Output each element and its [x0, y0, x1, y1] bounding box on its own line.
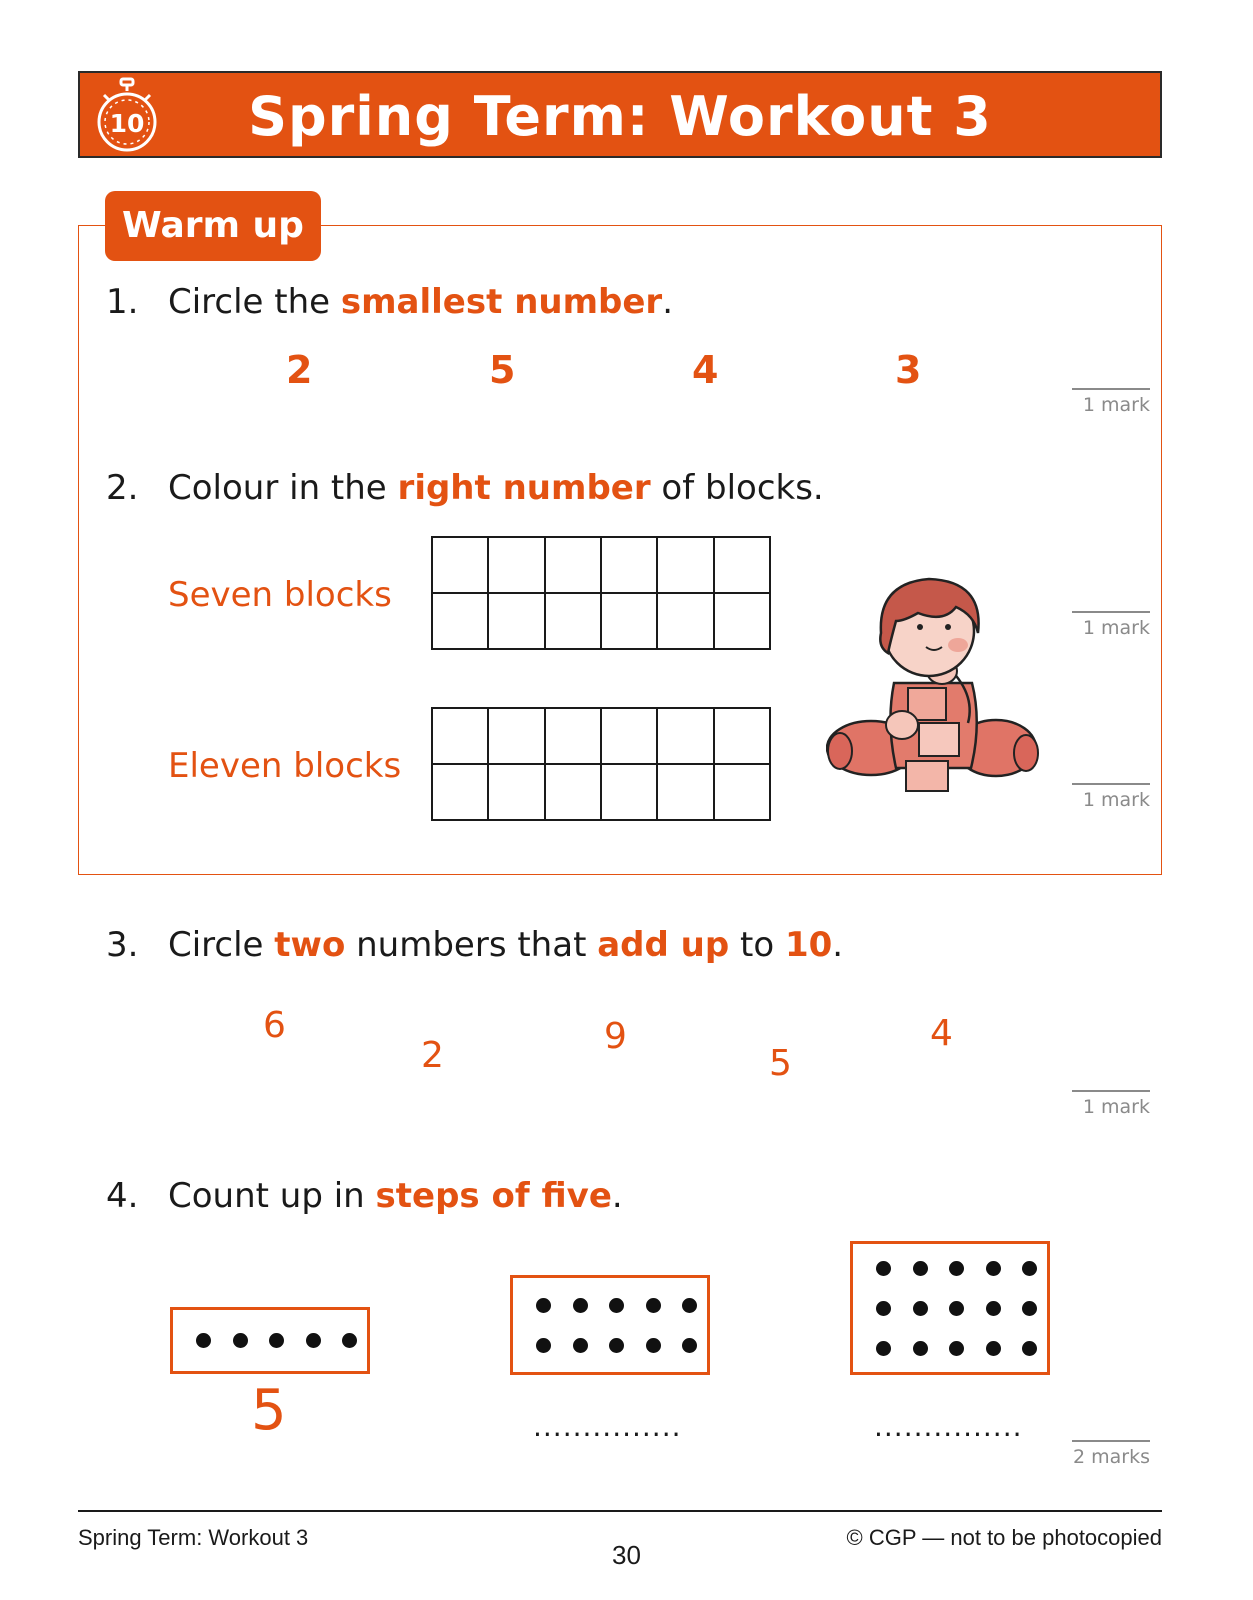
dot: [913, 1341, 928, 1356]
block-cell[interactable]: [601, 708, 657, 764]
dot: [342, 1333, 357, 1348]
footer-title: Spring Term: Workout 3: [78, 1525, 309, 1550]
dot: [609, 1298, 624, 1313]
q1-option[interactable]: 4: [692, 348, 719, 392]
seven-blocks-grid[interactable]: [431, 536, 771, 650]
dot: [913, 1301, 928, 1316]
block-cell[interactable]: [714, 764, 770, 820]
question-1: 1. Circle the smallest number.: [106, 282, 674, 322]
highlight-text: smallest number: [340, 282, 663, 322]
marks-label: 1 mark: [1072, 611, 1150, 639]
page-number: 30: [612, 1540, 641, 1570]
dot: [986, 1341, 1001, 1356]
question-4: 4. Count up in steps of five.: [106, 1176, 623, 1216]
dot-group-10: [510, 1275, 710, 1375]
q3-option[interactable]: 4: [930, 1013, 953, 1054]
block-cell[interactable]: [714, 708, 770, 764]
question-2: 2. Colour in the right number of blocks.: [106, 468, 824, 508]
block-cell[interactable]: [432, 764, 488, 820]
header-banner: [78, 71, 1162, 158]
dot: [682, 1338, 697, 1353]
question-number: 2.: [106, 468, 139, 508]
dot: [536, 1338, 551, 1353]
q1-option[interactable]: 5: [489, 348, 516, 392]
page-title: Spring Term: Workout 3: [248, 85, 992, 148]
dot: [233, 1333, 248, 1348]
block-cell[interactable]: [545, 708, 601, 764]
block-cell[interactable]: [601, 593, 657, 649]
block-cell[interactable]: [488, 764, 544, 820]
block-cell[interactable]: [714, 593, 770, 649]
child-with-blocks-illustration: [826, 573, 1040, 795]
dot: [876, 1341, 891, 1356]
highlight-text: 10: [784, 925, 833, 965]
block-cell[interactable]: [545, 537, 601, 593]
eleven-blocks-label: Eleven blocks: [168, 746, 402, 786]
dot: [306, 1333, 321, 1348]
marks-label: 1 mark: [1072, 388, 1150, 416]
dot: [646, 1338, 661, 1353]
dot: [573, 1338, 588, 1353]
block-cell[interactable]: [432, 708, 488, 764]
question-3: 3. Circle two numbers that add up to 10.: [106, 925, 844, 965]
dot: [949, 1341, 964, 1356]
q3-option[interactable]: 6: [263, 1005, 286, 1046]
q3-option[interactable]: 2: [421, 1035, 444, 1076]
dot: [196, 1333, 211, 1348]
block-cell[interactable]: [545, 764, 601, 820]
block-cell[interactable]: [432, 593, 488, 649]
dot: [269, 1333, 284, 1348]
dot-group-15: [850, 1241, 1050, 1375]
block-cell[interactable]: [601, 537, 657, 593]
block-cell[interactable]: [714, 537, 770, 593]
marks-label: 1 mark: [1072, 783, 1150, 811]
highlight-text: steps of five: [375, 1176, 612, 1216]
dot: [986, 1301, 1001, 1316]
dot: [682, 1298, 697, 1313]
answer-value: 5: [251, 1378, 287, 1443]
dot: [1022, 1301, 1037, 1316]
block-cell[interactable]: [488, 593, 544, 649]
highlight-text: add up: [597, 925, 730, 965]
seven-blocks-label: Seven blocks: [168, 575, 392, 615]
timer-minutes: 10: [109, 109, 145, 138]
footer-divider: [78, 1510, 1162, 1512]
dot: [609, 1338, 624, 1353]
dot: [1022, 1261, 1037, 1276]
eleven-blocks-grid[interactable]: [431, 707, 771, 821]
dot: [949, 1301, 964, 1316]
dot: [536, 1298, 551, 1313]
answer-blank[interactable]: ...............: [874, 1410, 1023, 1443]
block-cell[interactable]: [488, 537, 544, 593]
question-number: 4.: [106, 1176, 139, 1216]
q3-option[interactable]: 9: [604, 1016, 627, 1057]
dot: [1022, 1341, 1037, 1356]
dot: [646, 1298, 661, 1313]
block-cell[interactable]: [545, 593, 601, 649]
block-cell[interactable]: [657, 537, 713, 593]
copyright-notice: © CGP — not to be photocopied: [846, 1525, 1162, 1550]
dot: [986, 1261, 1001, 1276]
dot: [876, 1261, 891, 1276]
marks-label: 2 marks: [1072, 1440, 1150, 1468]
dot: [913, 1261, 928, 1276]
answer-blank[interactable]: ...............: [533, 1410, 682, 1443]
block-cell[interactable]: [657, 708, 713, 764]
highlight-text: two: [274, 925, 346, 965]
block-cell[interactable]: [657, 764, 713, 820]
q1-option[interactable]: 2: [286, 348, 313, 392]
marks-label: 1 mark: [1072, 1090, 1150, 1118]
warm-up-label: Warm up: [105, 191, 321, 261]
dot: [949, 1261, 964, 1276]
question-number: 3.: [106, 925, 139, 965]
block-cell[interactable]: [488, 708, 544, 764]
block-cell[interactable]: [432, 537, 488, 593]
question-number: 1.: [106, 282, 139, 322]
block-cell[interactable]: [601, 764, 657, 820]
q1-option[interactable]: 3: [895, 348, 922, 392]
dot: [573, 1298, 588, 1313]
q3-option[interactable]: 5: [769, 1043, 792, 1084]
highlight-text: right number: [397, 468, 651, 508]
dot-group-5: [170, 1307, 370, 1374]
block-cell[interactable]: [657, 593, 713, 649]
dot: [876, 1301, 891, 1316]
